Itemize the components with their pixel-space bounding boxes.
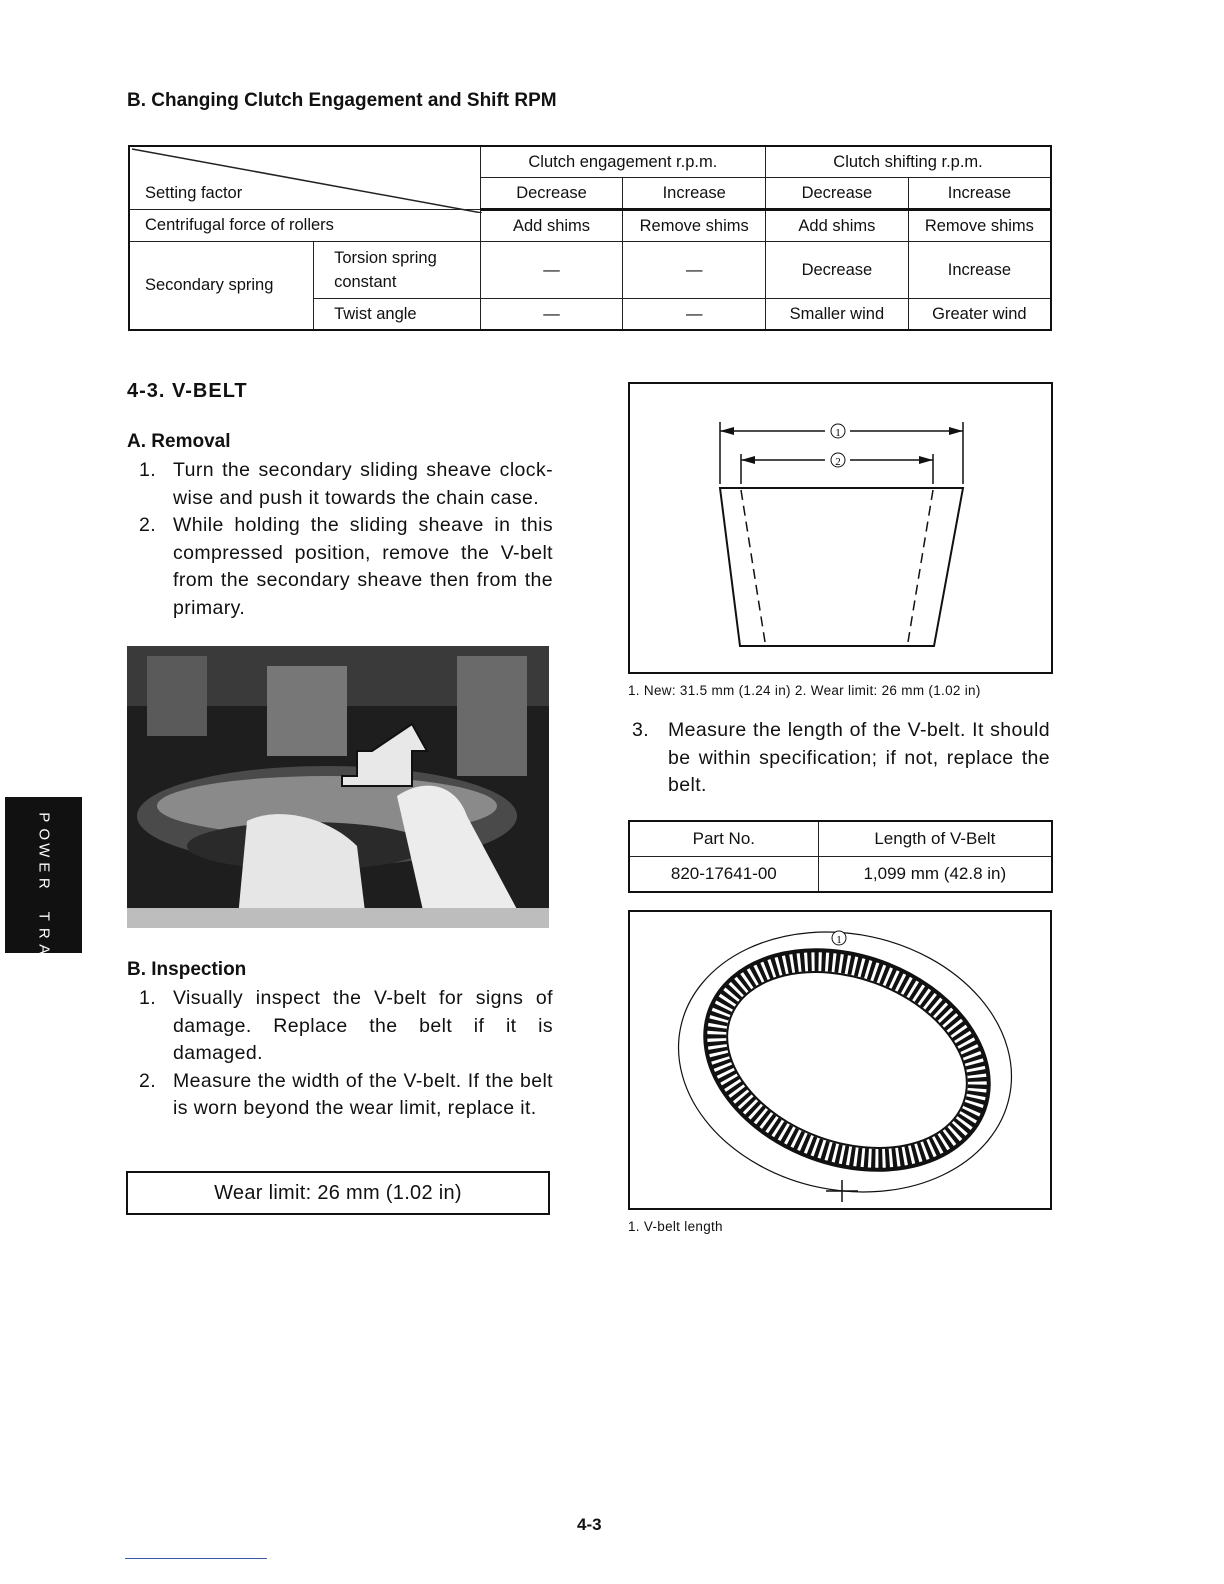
header-clutch-shifting: Clutch shifting r.p.m. bbox=[766, 146, 1051, 178]
rpm-setting-table bbox=[128, 145, 1052, 331]
torsion-line2: constant bbox=[334, 273, 397, 291]
part-number-table bbox=[628, 820, 1053, 893]
step-number: 2. bbox=[139, 1069, 157, 1092]
table-cell: — bbox=[480, 299, 623, 331]
table-cell: Increase bbox=[908, 242, 1051, 299]
wear-limit-box: Wear limit: 26 mm (1.02 in) bbox=[126, 1171, 550, 1215]
list-item bbox=[127, 1068, 553, 1123]
list-item bbox=[127, 512, 553, 622]
belt-length-figure bbox=[628, 910, 1052, 1210]
figure-caption: 1. V-belt length bbox=[628, 1219, 723, 1234]
footer-rule bbox=[125, 1558, 267, 1559]
belt-width-figure bbox=[628, 382, 1053, 674]
step-number: 1. bbox=[139, 459, 157, 481]
figure-caption: 1. New: 31.5 mm (1.24 in) 2. Wear limit: 26 mm (1.02 in) bbox=[628, 683, 981, 698]
side-tab-letter: E bbox=[35, 861, 53, 872]
length-label-1: 1 bbox=[836, 934, 842, 946]
length-cell: 1,099 mm (42.8 in) bbox=[818, 857, 1052, 893]
header-part-no: Part No. bbox=[629, 821, 818, 857]
side-tab-letter: P bbox=[35, 812, 53, 823]
list-item bbox=[127, 457, 553, 512]
header-eng-decrease: Decrease bbox=[480, 178, 623, 210]
table-cell: Decrease bbox=[766, 242, 909, 299]
table-cell: Remove shims bbox=[623, 210, 766, 242]
section-side-tab bbox=[5, 797, 82, 988]
side-tab-letter: N bbox=[35, 976, 53, 988]
table-cell: Add shims bbox=[766, 210, 909, 242]
dimension-label-1: 1 bbox=[835, 427, 841, 439]
page-number: 4-3 bbox=[577, 1515, 602, 1534]
step-text: Turn the secondary sliding sheave clock-wise and push it towards the chain case. bbox=[173, 459, 553, 509]
table-row bbox=[629, 857, 1052, 893]
section-heading: B. Changing Clutch Engagement and Shift RPM bbox=[127, 90, 557, 111]
side-tab-letter: W bbox=[35, 843, 53, 858]
row-label: Centrifugal force of rollers bbox=[129, 210, 480, 242]
step-text: Visually inspect the V-belt for signs of damage. Replace the belt if it is damaged. bbox=[173, 987, 553, 1064]
removal-steps bbox=[127, 457, 553, 622]
setting-factor-cell bbox=[129, 146, 480, 210]
step-text: Measure the length of the V-belt. It should be within specification; if not, replace the belt. bbox=[668, 719, 1050, 796]
step-number: 3. bbox=[632, 719, 650, 741]
removal-photo bbox=[127, 646, 549, 928]
side-tab-letter: T bbox=[35, 911, 53, 921]
header-clutch-engagement: Clutch engagement r.p.m. bbox=[480, 146, 765, 178]
table-cell: Add shims bbox=[480, 210, 623, 242]
side-tab-letter: R bbox=[35, 877, 53, 889]
torsion-line1: Torsion spring bbox=[334, 249, 437, 267]
table-cell: — bbox=[623, 242, 766, 299]
table-cell: — bbox=[623, 299, 766, 331]
row-label: Twist angle bbox=[314, 299, 481, 331]
table-cell: Greater wind bbox=[908, 299, 1051, 331]
side-tab-letter: R bbox=[35, 927, 53, 939]
diagonal-line bbox=[130, 147, 482, 213]
table-row bbox=[129, 210, 1051, 242]
belt-length-diagram bbox=[630, 912, 1050, 1208]
inspection-steps bbox=[127, 985, 553, 1123]
step-text: Measure the width of the V-belt. If the belt is worn beyond the wear limit, replace it. bbox=[173, 1069, 553, 1119]
table-row bbox=[129, 242, 1051, 299]
part-number-cell: 820-17641-00 bbox=[629, 857, 818, 893]
vbelt-heading: 4-3. V-BELT bbox=[127, 380, 248, 402]
inspection-heading: B. Inspection bbox=[127, 959, 247, 980]
header-eng-increase: Increase bbox=[623, 178, 766, 210]
row-group-label: Secondary spring bbox=[129, 242, 314, 331]
table-cell: — bbox=[480, 242, 623, 299]
step-number: 1. bbox=[139, 987, 157, 1009]
step-number: 2. bbox=[139, 514, 157, 536]
removal-heading: A. Removal bbox=[127, 431, 231, 452]
header-shift-increase: Increase bbox=[908, 178, 1051, 210]
side-tab-label bbox=[31, 809, 55, 991]
header-shift-decrease: Decrease bbox=[766, 178, 909, 210]
row-label bbox=[314, 242, 481, 299]
step-text: While holding the sliding sheave in this compressed position, remove the V-belt from the secondary sheave then from the primary. bbox=[173, 514, 553, 619]
step-3 bbox=[628, 717, 1050, 800]
list-item bbox=[127, 985, 553, 1068]
side-tab-letter: A bbox=[35, 944, 53, 955]
side-tab-letter: I bbox=[35, 963, 53, 968]
belt-cross-section-diagram bbox=[630, 384, 1051, 672]
table-cell: Remove shims bbox=[908, 210, 1051, 242]
side-tab-letter: O bbox=[35, 827, 53, 840]
header-length: Length of V-Belt bbox=[818, 821, 1052, 857]
dimension-label-2: 2 bbox=[835, 456, 841, 468]
table-cell: Smaller wind bbox=[766, 299, 909, 331]
setting-factor-label: Setting factor bbox=[145, 184, 243, 202]
